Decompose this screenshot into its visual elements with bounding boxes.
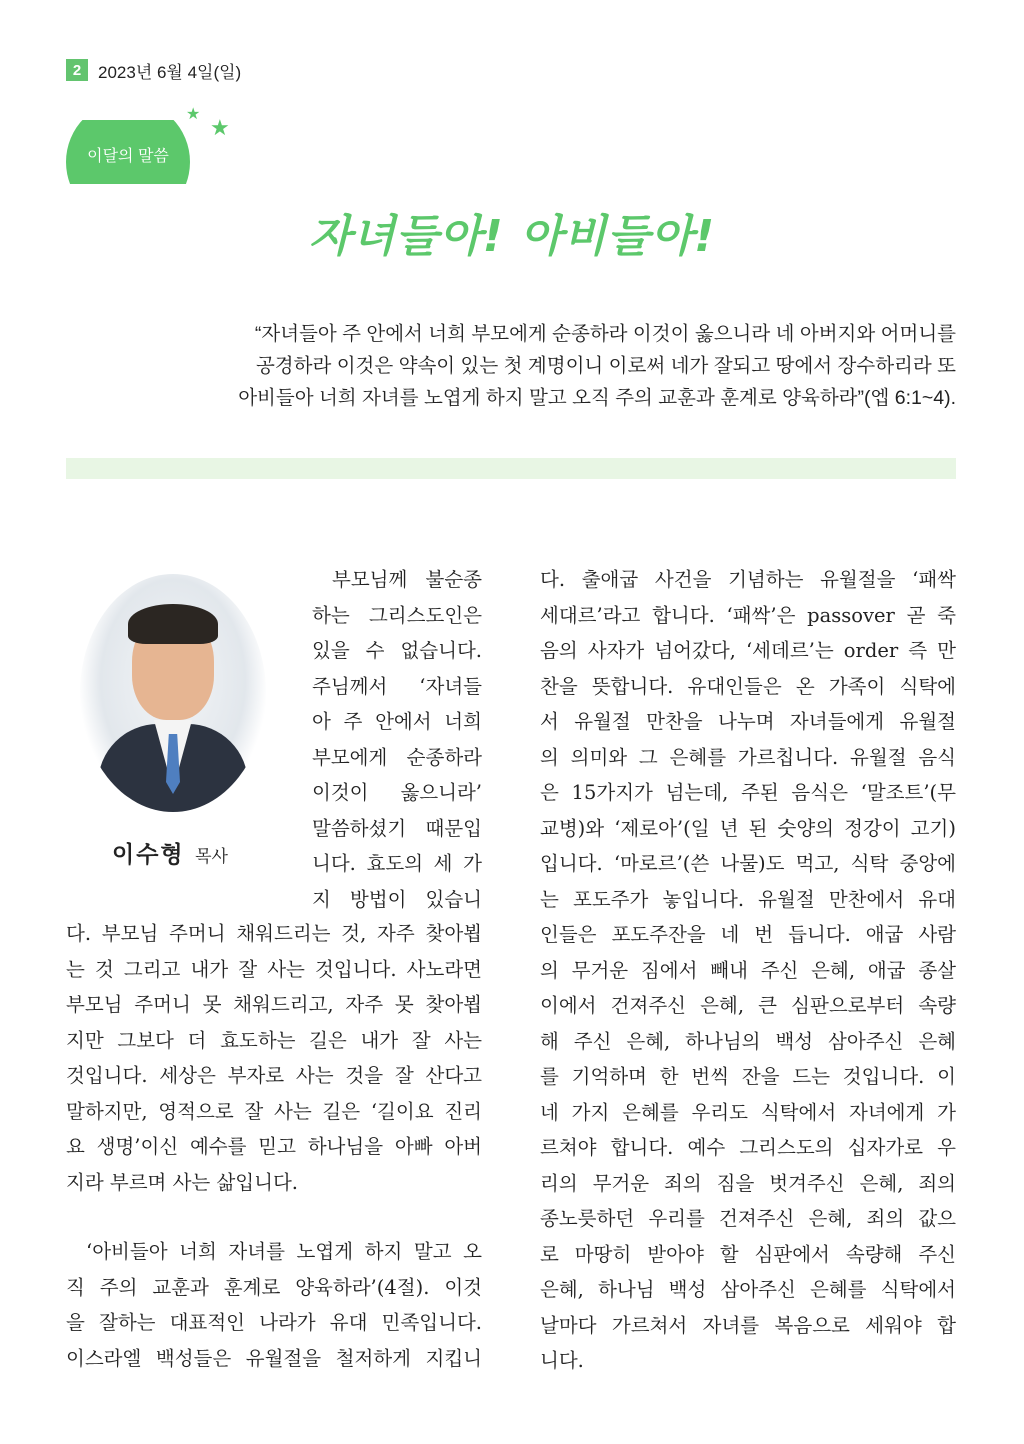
text-line: 것입니다. 세상은 부자로 사는 것을 잘 산다고 xyxy=(66,1064,482,1087)
author-name: 이수형 xyxy=(112,841,185,867)
text-line: 지만 그보다 더 효도하는 길은 내가 잘 사는 xyxy=(66,1028,482,1052)
text-line: 인들은 포도주잔을 네 번 듭니다. 애굽 사람 xyxy=(540,923,956,946)
text-line: 네 가지 은혜를 우리도 식탁에서 자녀에게 가 xyxy=(540,1100,956,1124)
text-line: 입니다. ‘마로르’(쓴 나물)도 먹고, 식탁 중앙에 xyxy=(540,852,956,875)
divider-band xyxy=(66,458,956,479)
text-line: 음의 사자가 넘어갔다, ‘세데르’는 order 즉 만 xyxy=(540,639,956,662)
quote-line: 아비들아 너희 자녀를 노엽게 하지 말고 오직 주의 교훈과 훈계로 양육하라”(엡 6:1~4). xyxy=(238,387,956,409)
article-title: 자녀들아! 아비들아! xyxy=(308,211,716,262)
text-line: 을 잘하는 대표적인 나라가 유대 민족입니다. xyxy=(66,1311,482,1334)
text-line: 지 방법이 있습니 xyxy=(312,887,482,911)
text-line: 있을 수 없습니다. xyxy=(312,639,482,662)
text-line: 부모에게 순종하라 xyxy=(312,745,482,769)
text-line: 찬을 뜻합니다. 유대인들은 온 가족이 식탁에 xyxy=(540,674,956,698)
left-column-intro xyxy=(312,562,482,917)
page-number: 2 xyxy=(66,59,88,81)
right-column-body xyxy=(540,562,956,1379)
text-line: 세대르’라고 합니다. ‘패싹’은 passover 곧 죽 xyxy=(540,603,956,627)
quote-line: “자녀들아 주 안에서 너희 부모에게 순종하라 이것이 옳으니라 네 아버지와 어머니를 xyxy=(254,323,956,345)
text-line: ‘아비들아 너희 자녀를 노엽게 하지 말고 오 xyxy=(86,1240,482,1263)
left-column-body xyxy=(66,916,482,1200)
text-line: 이스라엘 백성들은 유월절을 철저하게 지킵니 xyxy=(66,1346,482,1370)
text-line: 르쳐야 합니다. 예수 그리스도의 십자가로 우 xyxy=(540,1136,956,1159)
author-title: 목사 xyxy=(195,847,228,866)
text-line: 직 주의 교훈과 훈계로 양육하라’(4절). 이것 xyxy=(66,1275,482,1299)
text-line: 하는 그리스도인은 xyxy=(312,603,482,627)
scripture-quote xyxy=(210,318,956,414)
text-line: 로 마땅히 받아야 할 심판에서 속량해 주신 xyxy=(540,1242,956,1266)
text-line: 아 주 안에서 너희 xyxy=(312,710,482,733)
quote-line: 공경하라 이것은 약속이 있는 첫 계명이니 이로써 네가 잘되고 땅에서 장수하리라 또 xyxy=(255,355,956,377)
star-icon: ★ xyxy=(210,116,230,141)
text-line: 부모님께 불순종 xyxy=(332,568,482,591)
text-line: 리의 무거운 죄의 짐을 벗겨주신 은혜, 죄의 xyxy=(540,1171,956,1195)
author-portrait xyxy=(80,574,266,812)
text-line: 는 포도주가 놓입니다. 유월절 만찬에서 유대 xyxy=(540,887,956,911)
text-line: 교병)와 ‘제로아’(일 년 된 숫양의 정강이 고기) xyxy=(540,816,956,840)
text-line: 다. 출애굽 사건을 기념하는 유월절을 ‘패싹 xyxy=(540,568,956,591)
text-line: 말씀하셨기 때문입 xyxy=(312,816,482,840)
section-badge xyxy=(66,100,190,184)
page-header xyxy=(66,58,241,82)
text-line: 요 생명’이신 예수를 믿고 하나님을 아빠 아버 xyxy=(66,1135,482,1158)
star-icon: ★ xyxy=(186,104,201,123)
text-line: 해 주신 은혜, 하나님의 백성 삼아주신 은혜 xyxy=(540,1029,956,1053)
text-line: 은혜, 하나님 백성 삼아주신 은혜를 식탁에서 xyxy=(540,1278,956,1301)
text-line: 주님께서 ‘자녀들 xyxy=(312,674,482,698)
left-column-paragraph-2 xyxy=(66,1234,482,1376)
text-line: 은 15가지가 넘는데, 주된 음식은 ‘말조트’(무 xyxy=(540,781,956,804)
text-line: 이에서 건져주신 은혜, 큰 심판으로부터 속량 xyxy=(540,994,956,1017)
text-line: 부모님 주머니 못 채워드리고, 자주 못 찾아뵙 xyxy=(66,993,482,1016)
issue-date: 2023년 6월 4일(일) xyxy=(98,62,242,82)
text-line: 니다. 효도의 세 가 xyxy=(312,852,482,875)
text-line: 는 것 그리고 내가 잘 사는 것입니다. 사노라면 xyxy=(66,957,482,981)
text-line: 종노릇하던 우리를 건져주신 은혜, 죄의 값으 xyxy=(540,1207,956,1230)
text-line: 말하지만, 영적으로 잘 사는 길은 ‘길이요 진리 xyxy=(66,1099,482,1123)
text-line: 의 의미와 그 은혜를 가르칩니다. 유월절 음식 xyxy=(540,745,956,769)
text-line: 서 유월절 만찬을 나누며 자녀들에게 유월절 xyxy=(540,710,956,733)
author-caption xyxy=(112,836,228,869)
text-line: 다. 부모님 주머니 채워드리는 것, 자주 찾아뵙 xyxy=(66,922,482,945)
text-line: 이것이 옳으니라’ xyxy=(312,781,482,804)
text-line: 니다. xyxy=(540,1349,584,1372)
text-line: 를 기억하며 한 번씩 잔을 드는 것입니다. 이 xyxy=(540,1065,956,1088)
section-label: 이달의 말씀 xyxy=(87,148,169,165)
text-line: 날마다 가르쳐서 자녀를 복음으로 세워야 합 xyxy=(540,1313,956,1337)
text-line: 지라 부르며 사는 삶입니다. xyxy=(66,1170,299,1194)
text-line: 의 무거운 짐에서 빼내 주신 은혜, 애굽 종살 xyxy=(540,958,956,982)
